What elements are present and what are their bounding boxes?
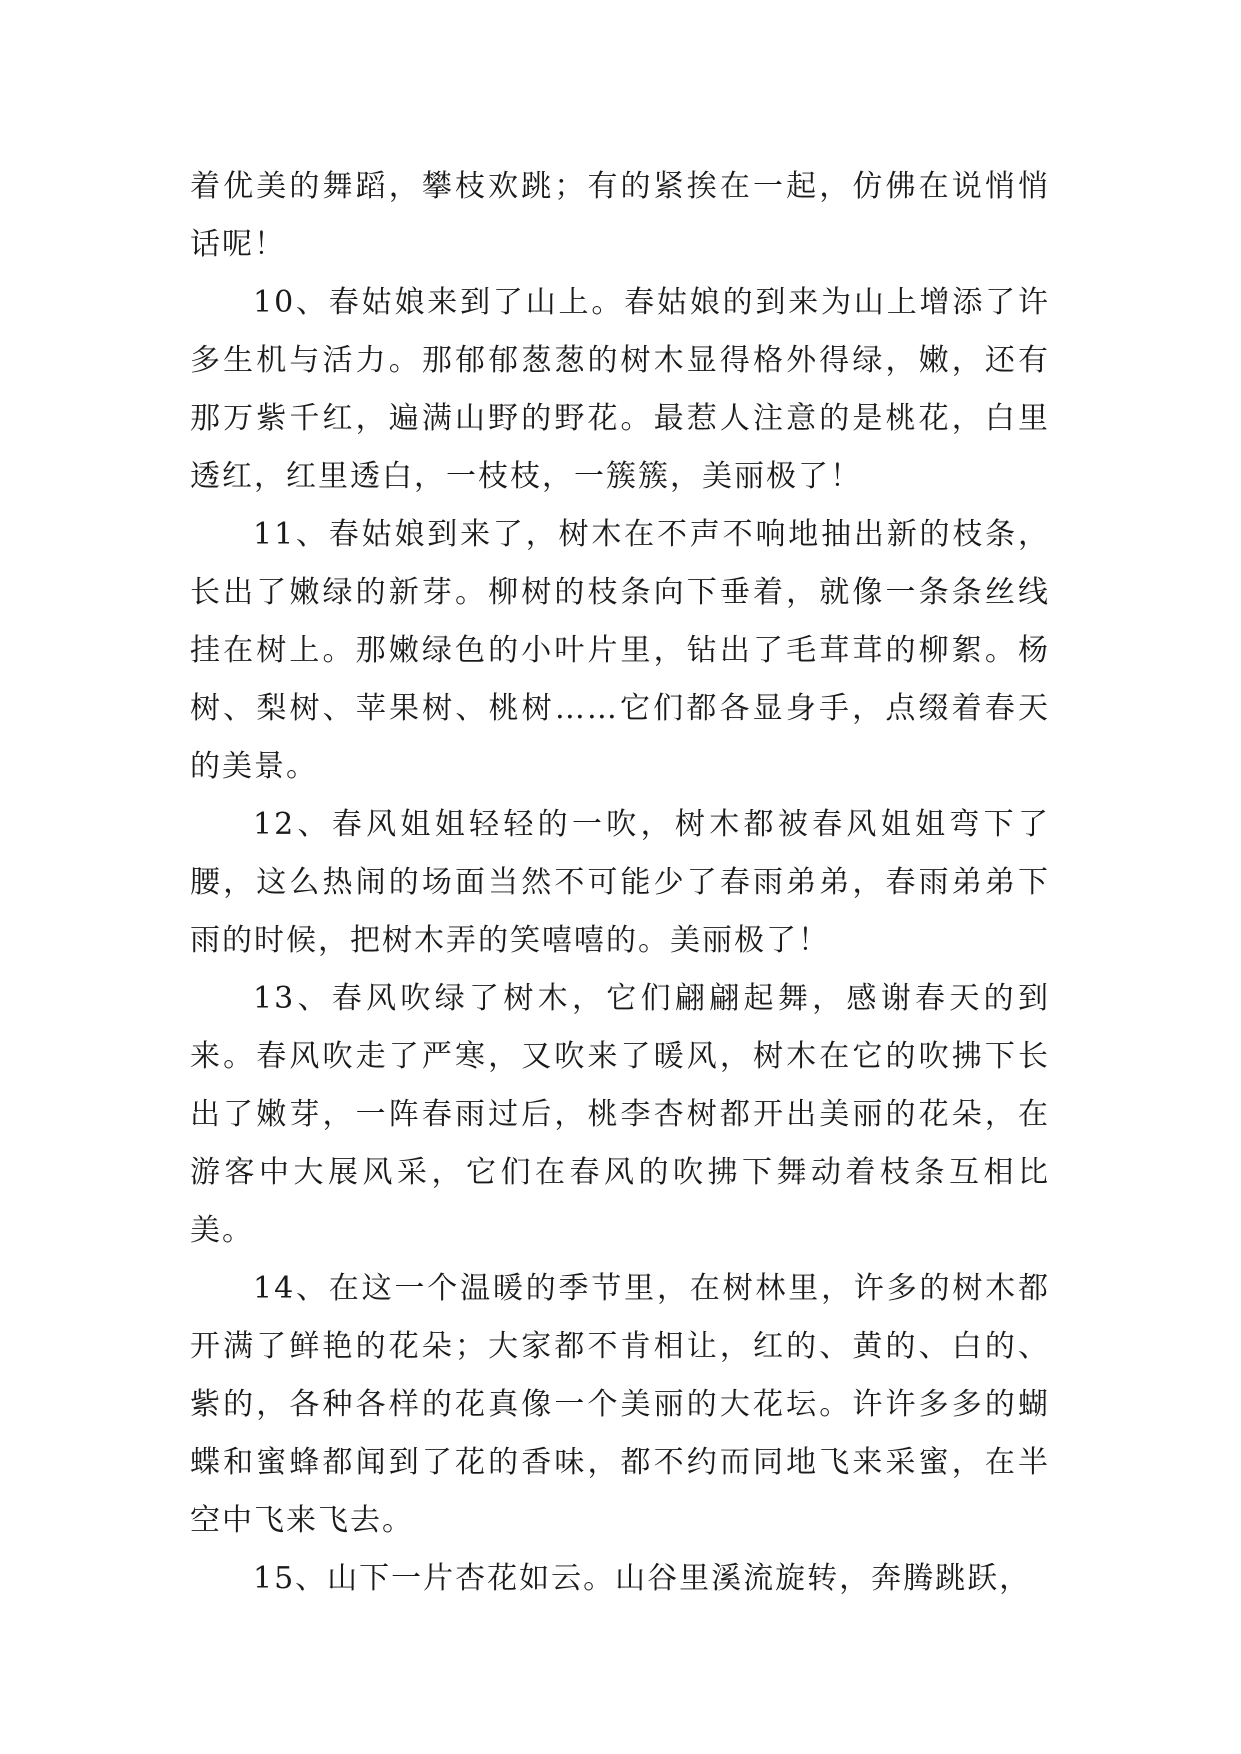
paragraph-10: 10、春姑娘来到了山上。春姑娘的到来为山上增添了许多生机与活力。那郁郁葱葱的树木显得格外得绿，嫩，还有那万紫千红，遍满山野的野花。最惹人注意的是桃花，白里透红，红里透白，一枝枝，一簇簇，美丽极了！ [190,285,1050,494]
paragraph-13: 13、春风吹绿了树木，它们翩翩起舞，感谢春天的到来。春风吹走了严寒，又吹来了暖风，树木在它的吹拂下长出了嫩芽，一阵春雨过后，桃李杏树都开出美丽的花朵，在游客中大展风采，它们在春风的吹拂下舞动着枝条互相比美。 [190,981,1050,1248]
paragraph-12: 12、春风姐姐轻轻的一吹，树木都被春风姐姐弯下了腰，这么热闹的场面当然不可能少了春雨弟弟，春雨弟弟下雨的时候，把树木弄的笑嘻嘻的。美丽极了！ [190,807,1050,958]
paragraph-11: 11、春姑娘到来了，树木在不声不响地抽出新的枝条，长出了嫩绿的新芽。柳树的枝条向下垂着，就像一条条丝线挂在树上。那嫩绿色的小叶片里，钻出了毛茸茸的柳絮。杨树、梨树、苹果树、桃树……它们都各显身手，点缀着春天的美景。 [190,517,1050,784]
paragraph-14: 14、在这一个温暖的季节里，在树林里，许多的树木都开满了鲜艳的花朵；大家都不肯相让，红的、黄的、白的、紫的，各种各样的花真像一个美丽的大花坛。许许多多的蝴蝶和蜜蜂都闻到了花的香味，都不约而同地飞来采蜜，在半空中飞来飞去。 [190,1271,1050,1538]
paragraph-15: 15、山下一片杏花如云。山谷里溪流旋转，奔腾跳跃， [253,1561,1032,1596]
document-body [190,158,1050,1608]
paragraph-continued: 着优美的舞蹈，攀枝欢跳；有的紧挨在一起，仿佛在说悄悄话呢！ [190,169,1050,262]
